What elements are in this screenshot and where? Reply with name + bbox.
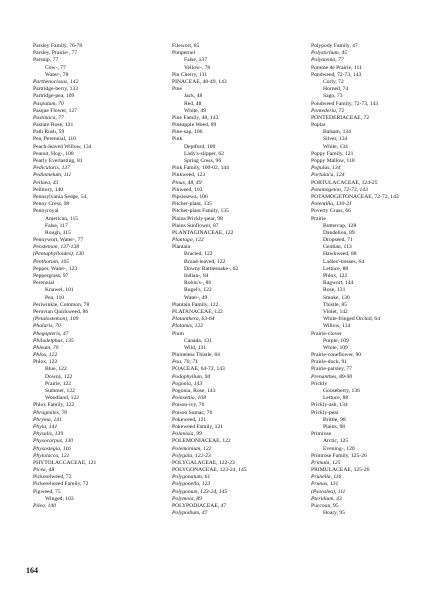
index-entry: Partridge-pea, 109 [33, 93, 75, 100]
index-entry: Peanut, Hog-, 108 [33, 150, 74, 157]
index-entry: Phleum, 70 [33, 344, 59, 351]
index-subentry: Jack, 48 [184, 93, 203, 100]
index-subentry: Lady's-slipper, 62 [184, 150, 224, 157]
index-entry: Phragmites, 70 [33, 409, 68, 416]
index-column-1 [33, 43, 159, 510]
index-entry: Pearly Everlasting, 81 [33, 158, 83, 164]
index-entry: Plumeless Thistle, 84 [172, 352, 220, 359]
index-entry: POTAMOGETONACEAE, 72-73, 143 [311, 193, 399, 200]
index-entry: Phryma, 141 [33, 416, 62, 423]
index-entry: Pastinaca, 77 [33, 114, 64, 121]
index-entry: Pellaea, 43 [33, 179, 59, 186]
index-entry: Pontederia, 72 [311, 107, 345, 114]
index-entry: Primula, 125 [311, 459, 341, 466]
index-entry: Parsley Family, 76-78 [33, 43, 83, 49]
index-entry: Pennywort, Water-, 77 [33, 237, 84, 244]
index-subentry: Hawkweed, 88 [323, 251, 357, 258]
index-entry: Penthorum, 105 [33, 258, 70, 265]
index-entry: Pine Family, 48, 143 [172, 114, 219, 121]
index-entry: Phlox, 122 [33, 359, 58, 366]
index-entry: Platanthera, 63-64 [172, 316, 215, 323]
page-number: 164 [26, 566, 38, 575]
index-subentry: Dropseed, 71 [323, 237, 353, 244]
index-subentry: Phlox, 122 [323, 273, 348, 279]
index-subentry: White, 49 [184, 107, 207, 114]
index-entry: PHYTOLACCACEAE, 121 [33, 459, 97, 466]
index-entry: Physocarpus, 130 [33, 438, 74, 445]
index-subentry: Plains, 98 [323, 423, 346, 430]
index-entry: Pea, Perennial, 110 [33, 136, 76, 143]
index-entry: Polygonella, 123 [172, 481, 211, 488]
index-subentry: Water-, 78 [45, 71, 69, 78]
index-entry: Portulaca, 124 [311, 172, 345, 179]
index-entry: Poison Sumac, 76 [172, 409, 213, 416]
index-subentry: Red, 48 [184, 100, 202, 107]
index-column-3 [311, 43, 437, 517]
index-entry: Pigweed, 75 [33, 488, 61, 495]
index-column-2 [172, 43, 298, 517]
index-subentry: Sago, 73 [323, 93, 343, 100]
index-entry: Pasture Rose, 131 [33, 122, 74, 129]
index-entry: Plantain [172, 244, 191, 251]
index-entry: Prunella, 116 [311, 474, 342, 481]
index-entry: Phyla, 141 [33, 423, 58, 430]
index-entry: Pine-sap, 106 [172, 129, 203, 136]
index-entry: Phlox, 122 [33, 352, 58, 359]
index-entry: Prairie-clover [311, 330, 342, 337]
index-subentry: Purple, 109 [323, 337, 349, 344]
index-subentry: Silver, 134 [323, 136, 348, 143]
index-entry: POLYGONACEAE, 123-24, 145 [172, 467, 247, 474]
index-entry: Polanisia, 99 [172, 431, 202, 438]
index-entry: Poinsettia, 108 [172, 395, 206, 402]
index-entry: Penstemon, 137-138 [33, 244, 79, 251]
index-entry: Pondweed, 72-73, 143 [311, 71, 362, 78]
index-subentry: White-fringed Orchid, 64 [323, 316, 381, 323]
index-subentry: Blue, 122 [45, 366, 67, 373]
index-entry: Pinweed, 103 [172, 186, 203, 193]
index-subentry: Dandelion, 89 [323, 229, 355, 236]
index-entry: Primrose Family, 125-26 [311, 452, 367, 459]
index-entry: Plains Prickly-pear, 98 [172, 215, 223, 222]
index-entry: Partridge-berry, 133 [33, 86, 78, 93]
index-entry: Peppergrass, 97 [33, 273, 69, 279]
index-entry: Periwinkle, Common, 78 [33, 301, 90, 308]
index-subentry: Bracted, 122 [184, 251, 213, 258]
index-entry: Platanus, 122 [172, 323, 204, 330]
index-subentry: Downy Rattlesnake-, 62 [184, 265, 239, 272]
index-entry: Phalaris, 70 [33, 323, 61, 330]
index-subentry: Indian-, 84 [184, 273, 209, 279]
index-entry: Poppy Family, 121 [311, 150, 354, 157]
index-subentry: Ragwort, 144 [323, 280, 354, 287]
index-entry: Parthenocissus, 142 [33, 78, 79, 85]
index-entry: Polytaenia, 77 [311, 57, 344, 64]
index-entry: (Pentaphylloides), 130 [33, 251, 84, 258]
index-subentry: Knawel, 101 [45, 287, 74, 294]
index-entry: Pinus, 48, 49 [172, 179, 202, 186]
index-entry: Parsley, Prairie-, 77 [33, 50, 78, 57]
index-subentry: Rose, 131 [323, 287, 346, 294]
index-entry: Polypodium, 47 [172, 510, 208, 517]
index-subentry: Wild, 131 [184, 344, 207, 351]
index-entry: Peach-leaved Willow, 134 [33, 143, 92, 150]
index-entry: Pimpernel [172, 50, 195, 57]
index-subentry: Deptford, 100 [184, 143, 216, 150]
index-entry: Pickerelweed, 72 [33, 474, 72, 481]
index-entry: Poplar [311, 122, 326, 129]
index-entry: Primrose [311, 431, 332, 438]
index-entry: Pickerelweed Family, 72 [33, 481, 89, 488]
index-entry: Phegopteris, 47 [33, 330, 69, 337]
index-subentry: Lettuce, 88 [323, 265, 349, 272]
index-subentry: Willow, 134 [323, 323, 351, 330]
index-subentry: Lettuce, 88 [323, 395, 349, 402]
index-entry: Pitcher-plant Family, 135 [172, 208, 229, 215]
index-entry: Poverty Grass, 66 [311, 208, 351, 215]
index-subentry: Winged, 103 [45, 495, 74, 502]
index-entry: Prairie-parsley, 77 [311, 366, 352, 373]
index-entry: Polygala, 122-23 [172, 452, 211, 459]
index-subentry: Thistle, 85 [323, 301, 347, 308]
index-entry: Prunus, 131 [311, 481, 339, 488]
index-entry: Prairie-coneflower, 90 [311, 352, 362, 359]
index-subentry: Cow-, 77 [45, 64, 66, 71]
index-entry: Prickly-pear [311, 409, 339, 416]
index-subentry: Buttercup, 128 [323, 222, 357, 229]
index-subentry: Rough, 115 [45, 229, 71, 236]
index-subentry: Woodland, 122 [45, 395, 80, 402]
index-subentry: Spring Cress, 96 [184, 158, 222, 164]
index-subentry: Smoke, 130 [323, 294, 350, 301]
index-entry: Podophyllum, 94 [172, 373, 211, 380]
index-subentry: Yellow-, 78 [184, 64, 211, 71]
index-entry: Polygonum, 123-24, 145 [172, 488, 228, 495]
index-entry: Polymnia, 89 [172, 495, 202, 502]
index-subentry: False, 117 [45, 222, 68, 229]
index-entry: Pasque Flower, 127 [33, 107, 78, 114]
index-entry: Pteridium, 43 [311, 495, 342, 502]
index-entry: Parsnip, 77 [33, 57, 59, 64]
index-entry: Polemonium, 122 [172, 445, 212, 452]
index-subentry: False, 137 [184, 57, 207, 64]
index-entry: Philadelphus, 135 [33, 337, 74, 344]
index-entry: Pennsylvania Sedge, 54, [33, 193, 88, 200]
index-entry: Pokeweed Family, 121 [172, 423, 224, 430]
index-entry: (Petalostemon), 109 [33, 316, 79, 323]
index-entry: Poa, 70, 71 [172, 359, 198, 366]
index-entry: (Psoralea), 111 [311, 488, 346, 495]
index-entry: Prairie [311, 215, 326, 222]
index-entry: Pipsissewa, 106 [172, 193, 208, 200]
index-entry: POLYGALACEAE, 122-23 [172, 459, 235, 466]
index-entry: Pondweed Family, 72-73, 143 [311, 100, 379, 107]
index-entry: Pepper, Water-, 123 [33, 265, 78, 272]
index-subentry: Curly, 72 [323, 78, 344, 85]
index-subentry: Pea, 110 [45, 294, 65, 301]
index-entry: Polypody Family, 47 [311, 43, 358, 49]
index-subentry: Evening-, 120 [323, 445, 355, 452]
index-entry: Puccoon, 95 [311, 503, 339, 509]
index-entry: Populus, 134 [311, 165, 341, 172]
index-subentry: Canada, 131 [184, 337, 212, 344]
index-entry: Polygonatum, 61 [172, 474, 211, 481]
index-entry: PONTEDERIACEAE, 72 [311, 114, 370, 121]
index-entry: Prenanthes, 89-90 [311, 373, 353, 380]
index-subentry: White, 109 [323, 344, 348, 351]
index-entry: Plains Sunflower, 87 [172, 222, 219, 229]
index-subentry: Balsam, 134 [323, 129, 351, 136]
index-entry: Pink Family, 100-02, 144 [172, 165, 229, 172]
index-subentry: Hoary, 95 [323, 510, 346, 517]
index-entry: Pineapple Weed, 89 [172, 122, 217, 129]
index-entry: Pellitory, 140 [33, 186, 64, 193]
index-subentry: White, 134 [323, 143, 348, 150]
index-entry: Poppy Mallow, 118 [311, 158, 355, 164]
index-subentry: Brittle, 98 [323, 416, 346, 423]
index-subentry: Ladies'-tresses, 64 [323, 258, 365, 265]
index-entry: Pediomelum, 111 [33, 172, 72, 179]
index-entry: Prickly [311, 380, 328, 387]
index-subentry: Violet, 142 [323, 308, 348, 315]
index-entry: Prickly-ash, 134 [311, 402, 348, 409]
index-entry: Polystichum, 45 [311, 50, 348, 57]
index-subentry: American, 115 [45, 215, 79, 222]
index-entry: Pennyroyal [33, 208, 59, 215]
index-entry: POACEAE, 64-72, 143 [172, 366, 225, 373]
index-entry: Physostegia, 116 [33, 445, 71, 452]
index-entry: PLANTAGINACEAE, 122 [172, 229, 234, 236]
index-subentry: Downy, 122 [45, 373, 73, 380]
index-entry: PINACEAE, 48-49, 143 [172, 78, 227, 85]
index-entry: Potentilla, 130-31 [311, 201, 352, 208]
index-entry: Poison-ivy, 76 [172, 402, 205, 409]
index-entry: Perennial [33, 280, 55, 287]
index-entry: Pin Cherry, 131 [172, 71, 208, 78]
index-entry: Penny Cress, 98 [33, 201, 70, 208]
index-entry: Pine [172, 86, 182, 93]
index-entry: Plantago, 122 [172, 237, 204, 244]
index-entry: Picea, 48 [33, 467, 55, 474]
index-entry: Plantain Family, 122 [172, 301, 219, 308]
index-entry: Pinkweed, 123 [172, 172, 206, 179]
index-subentry: Summer, 122 [45, 388, 75, 394]
index-subentry: Water-, 49 [184, 294, 208, 301]
index-subentry: Rugel's, 122 [184, 287, 212, 294]
index-subentry: Horned, 74 [323, 86, 349, 93]
index-subentry: Gentian, 113 [323, 244, 352, 251]
index-entry: POLYPODIACEAE, 47 [172, 503, 227, 509]
index-subentry: Broad-leaved, 122 [184, 258, 226, 265]
index-entry: Peruvian Quickweed, 86 [33, 308, 89, 315]
index-entry: Pogonia, Rose, 143 [172, 388, 216, 394]
index-entry: Phlox Family, 122 [33, 402, 75, 409]
index-entry: Prairie-dock, 91 [311, 359, 348, 366]
index-entry: Pokeweed, 121 [172, 416, 207, 423]
index-subentry: Robin's-, 86 [184, 280, 212, 287]
index-entry: Path Rush, 59 [33, 129, 65, 136]
index-entry: Pilea, 140 [33, 503, 56, 509]
index-subentry: Gooseberry, 136 [323, 388, 360, 394]
index-entry: Pink [172, 136, 183, 143]
index-entry: Plum [172, 330, 184, 337]
index-entry: Paspalum, 70 [33, 100, 64, 107]
index-entry: PLATANACEAE, 122 [172, 308, 223, 315]
index-entry: POLEMONIACEAE, 122 [172, 438, 231, 445]
index-subentry: Arctic, 125 [323, 438, 349, 445]
index-entry: Phytolacca, 121 [33, 452, 70, 459]
index-entry: PRIMULACEAE, 125-26 [311, 467, 370, 474]
index-entry: Physalis, 139 [33, 431, 64, 438]
index-entry: Pedicularis, 137 [33, 165, 70, 172]
index-subentry: Prairie, 122 [45, 380, 72, 387]
index-entry: Filewort, 85 [172, 43, 200, 49]
index-entry: Pomme de Prairie, 111 [311, 64, 362, 71]
index-entry: PORTULACACEAE, 124-25 [311, 179, 378, 186]
index-entry: Pogonia, 143 [172, 380, 203, 387]
index-entry: Pitcher-plant, 135 [172, 201, 212, 208]
index-entry: Potamogeton, 72-73, 143 [311, 186, 368, 193]
